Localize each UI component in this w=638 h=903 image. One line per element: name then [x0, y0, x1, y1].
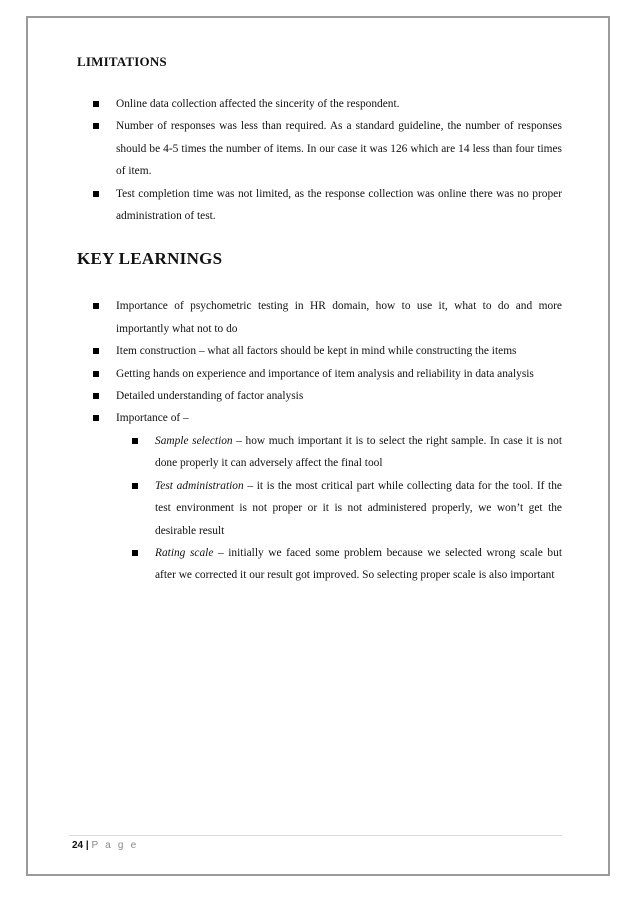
list-item: Test completion time was not limited, as the response collection was online there was no proper administration of test. — [77, 183, 562, 228]
page-footer — [72, 840, 138, 851]
page-content — [77, 52, 562, 587]
page-number: 24 — [72, 840, 84, 851]
list-item: Number of responses was less than required. As a standard guideline, the number of responses should be 4-5 times the number of items. In our case it was 126 which are 14 less than four times of item. — [77, 115, 562, 182]
limitations-heading: LIMITATIONS — [77, 54, 167, 69]
square-bullet-icon — [132, 550, 138, 556]
sub-list-item: Rating scale – initially we faced some problem because we selected wrong scale but after we corrected it our result got improved. So selecting proper scale is also important — [116, 542, 562, 587]
list-item: Importance of – Sample selection – how much important it is to select the right sample. In case it is not done properly it can adversely affect the final tool Test administration – it is the most critical part while collecting data for the tool. If the test environment is not proper or it is not administered properly, we won’t get the desirable result Rating scale – initially we faced some problem because we selected wrong scale but after we corrected it our result got improved. So selecting proper scale is also important — [77, 407, 562, 586]
sub-list-item: Sample selection – how much important it is to select the right sample. In case it is not done properly it can adversely affect the final tool — [116, 430, 562, 475]
key-learnings-heading: KEY LEARNINGS — [77, 249, 223, 269]
list-item: Getting hands on experience and importance of item analysis and reliability in data analysis — [77, 363, 562, 385]
list-item: Online data collection affected the sincerity of the respondent. — [77, 93, 562, 115]
square-bullet-icon — [132, 438, 138, 444]
square-bullet-icon — [93, 123, 99, 129]
square-bullet-icon — [93, 303, 99, 309]
square-bullet-icon — [93, 393, 99, 399]
square-bullet-icon — [132, 483, 138, 489]
sub-list-item: Test administration – it is the most critical part while collecting data for the tool. If the test environment is not proper or it is not administered properly, we won’t get the desirable result — [116, 475, 562, 542]
square-bullet-icon — [93, 415, 99, 421]
square-bullet-icon — [93, 371, 99, 377]
list-item: Importance of psychometric testing in HR domain, how to use it, what to do and more importantly what not to do — [77, 295, 562, 340]
key-learnings-list — [77, 295, 562, 586]
importance-sublist — [116, 430, 562, 587]
page-label: P a g e — [91, 840, 139, 851]
footer-divider — [69, 835, 562, 836]
square-bullet-icon — [93, 348, 99, 354]
list-item: Item construction – what all factors should be kept in mind while constructing the items — [77, 340, 562, 362]
square-bullet-icon — [93, 191, 99, 197]
footer-separator: | — [83, 840, 92, 851]
square-bullet-icon — [93, 101, 99, 107]
limitations-list — [77, 93, 562, 227]
list-item: Detailed understanding of factor analysis — [77, 385, 562, 407]
